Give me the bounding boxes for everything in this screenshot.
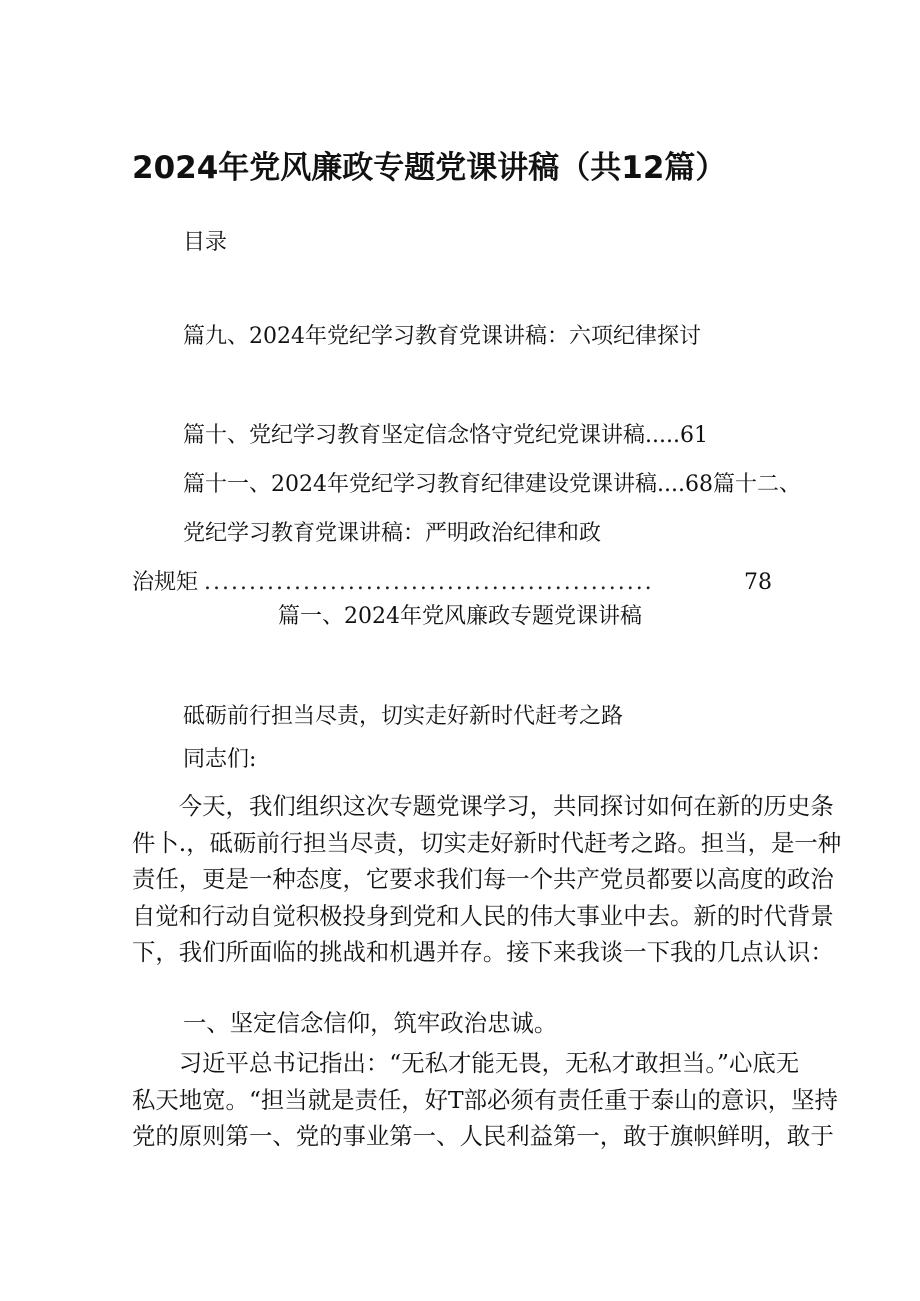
- paragraph-line: 责任，更是一种态度，它要求我们每一个共产党员都要以高度的政治: [132, 865, 834, 893]
- toc-entry-12-line1: 党纪学习教育党课讲稿：严明政治纪律和政: [183, 521, 602, 546]
- toc-entry-12-text: 治规矩: [132, 570, 199, 595]
- section-title: 篇一、2024年党风廉政专题党课讲稿: [278, 604, 642, 629]
- heading-section-1: 一、坚定信念信仰，筑牢政治忠诚。: [183, 1009, 558, 1037]
- greeting: 同志们:: [183, 747, 257, 772]
- paragraph-line: 件卜.，砥砺前行担当尽责，切实走好新时代赶考之路。担当，是一种: [132, 828, 842, 857]
- toc-entry-10: 篇十、党纪学习教育坚定信念恪守党纪党课讲稿.....61: [183, 423, 708, 448]
- paragraph-section-1: [132, 1045, 838, 1155]
- toc-page-number: 78: [744, 570, 772, 595]
- toc-entry-12-line2: [132, 568, 772, 598]
- toc-entry-11: 篇十一、2024年党纪学习教育纪律建设党课讲稿....68篇十二、: [183, 472, 801, 497]
- paragraph-line: 自觉和行动自觉积极投身到党和人民的伟大事业中去。新的时代背景: [132, 901, 834, 930]
- paragraph-intro: [132, 788, 841, 971]
- toc-entry-9: 篇九、2024年党纪学习教育党课讲稿：六项纪律探讨: [183, 324, 701, 349]
- toc-label: 目录: [183, 230, 228, 255]
- paragraph-line: 私天地宽。“担当就是责任，好T部必须有责任重于泰山的意识，坚持: [132, 1085, 838, 1114]
- document-title: 2024年党风廉政专题党课讲稿（共12篇）: [132, 150, 727, 186]
- paragraph-line: 党的原则第一、党的事业第一、人民利益第一，敢于旗帜鲜明，敢于: [132, 1122, 834, 1150]
- speech-subtitle: 砥砺前行担当尽责，切实走好新时代赶考之路: [183, 704, 624, 729]
- paragraph-line: 今天，我们组织这次专题党课学习，共同探讨如何在新的历史条: [132, 792, 834, 820]
- paragraph-line: 下，我们所面临的挑战和机遇并存。接下来我谈一下我的几点认识：: [132, 938, 834, 966]
- toc-leader-dots: ..................................................: [204, 570, 654, 595]
- paragraph-line: 习近平总书记指出：“无私才能无畏，无私才敢担当。”心底无: [132, 1049, 800, 1077]
